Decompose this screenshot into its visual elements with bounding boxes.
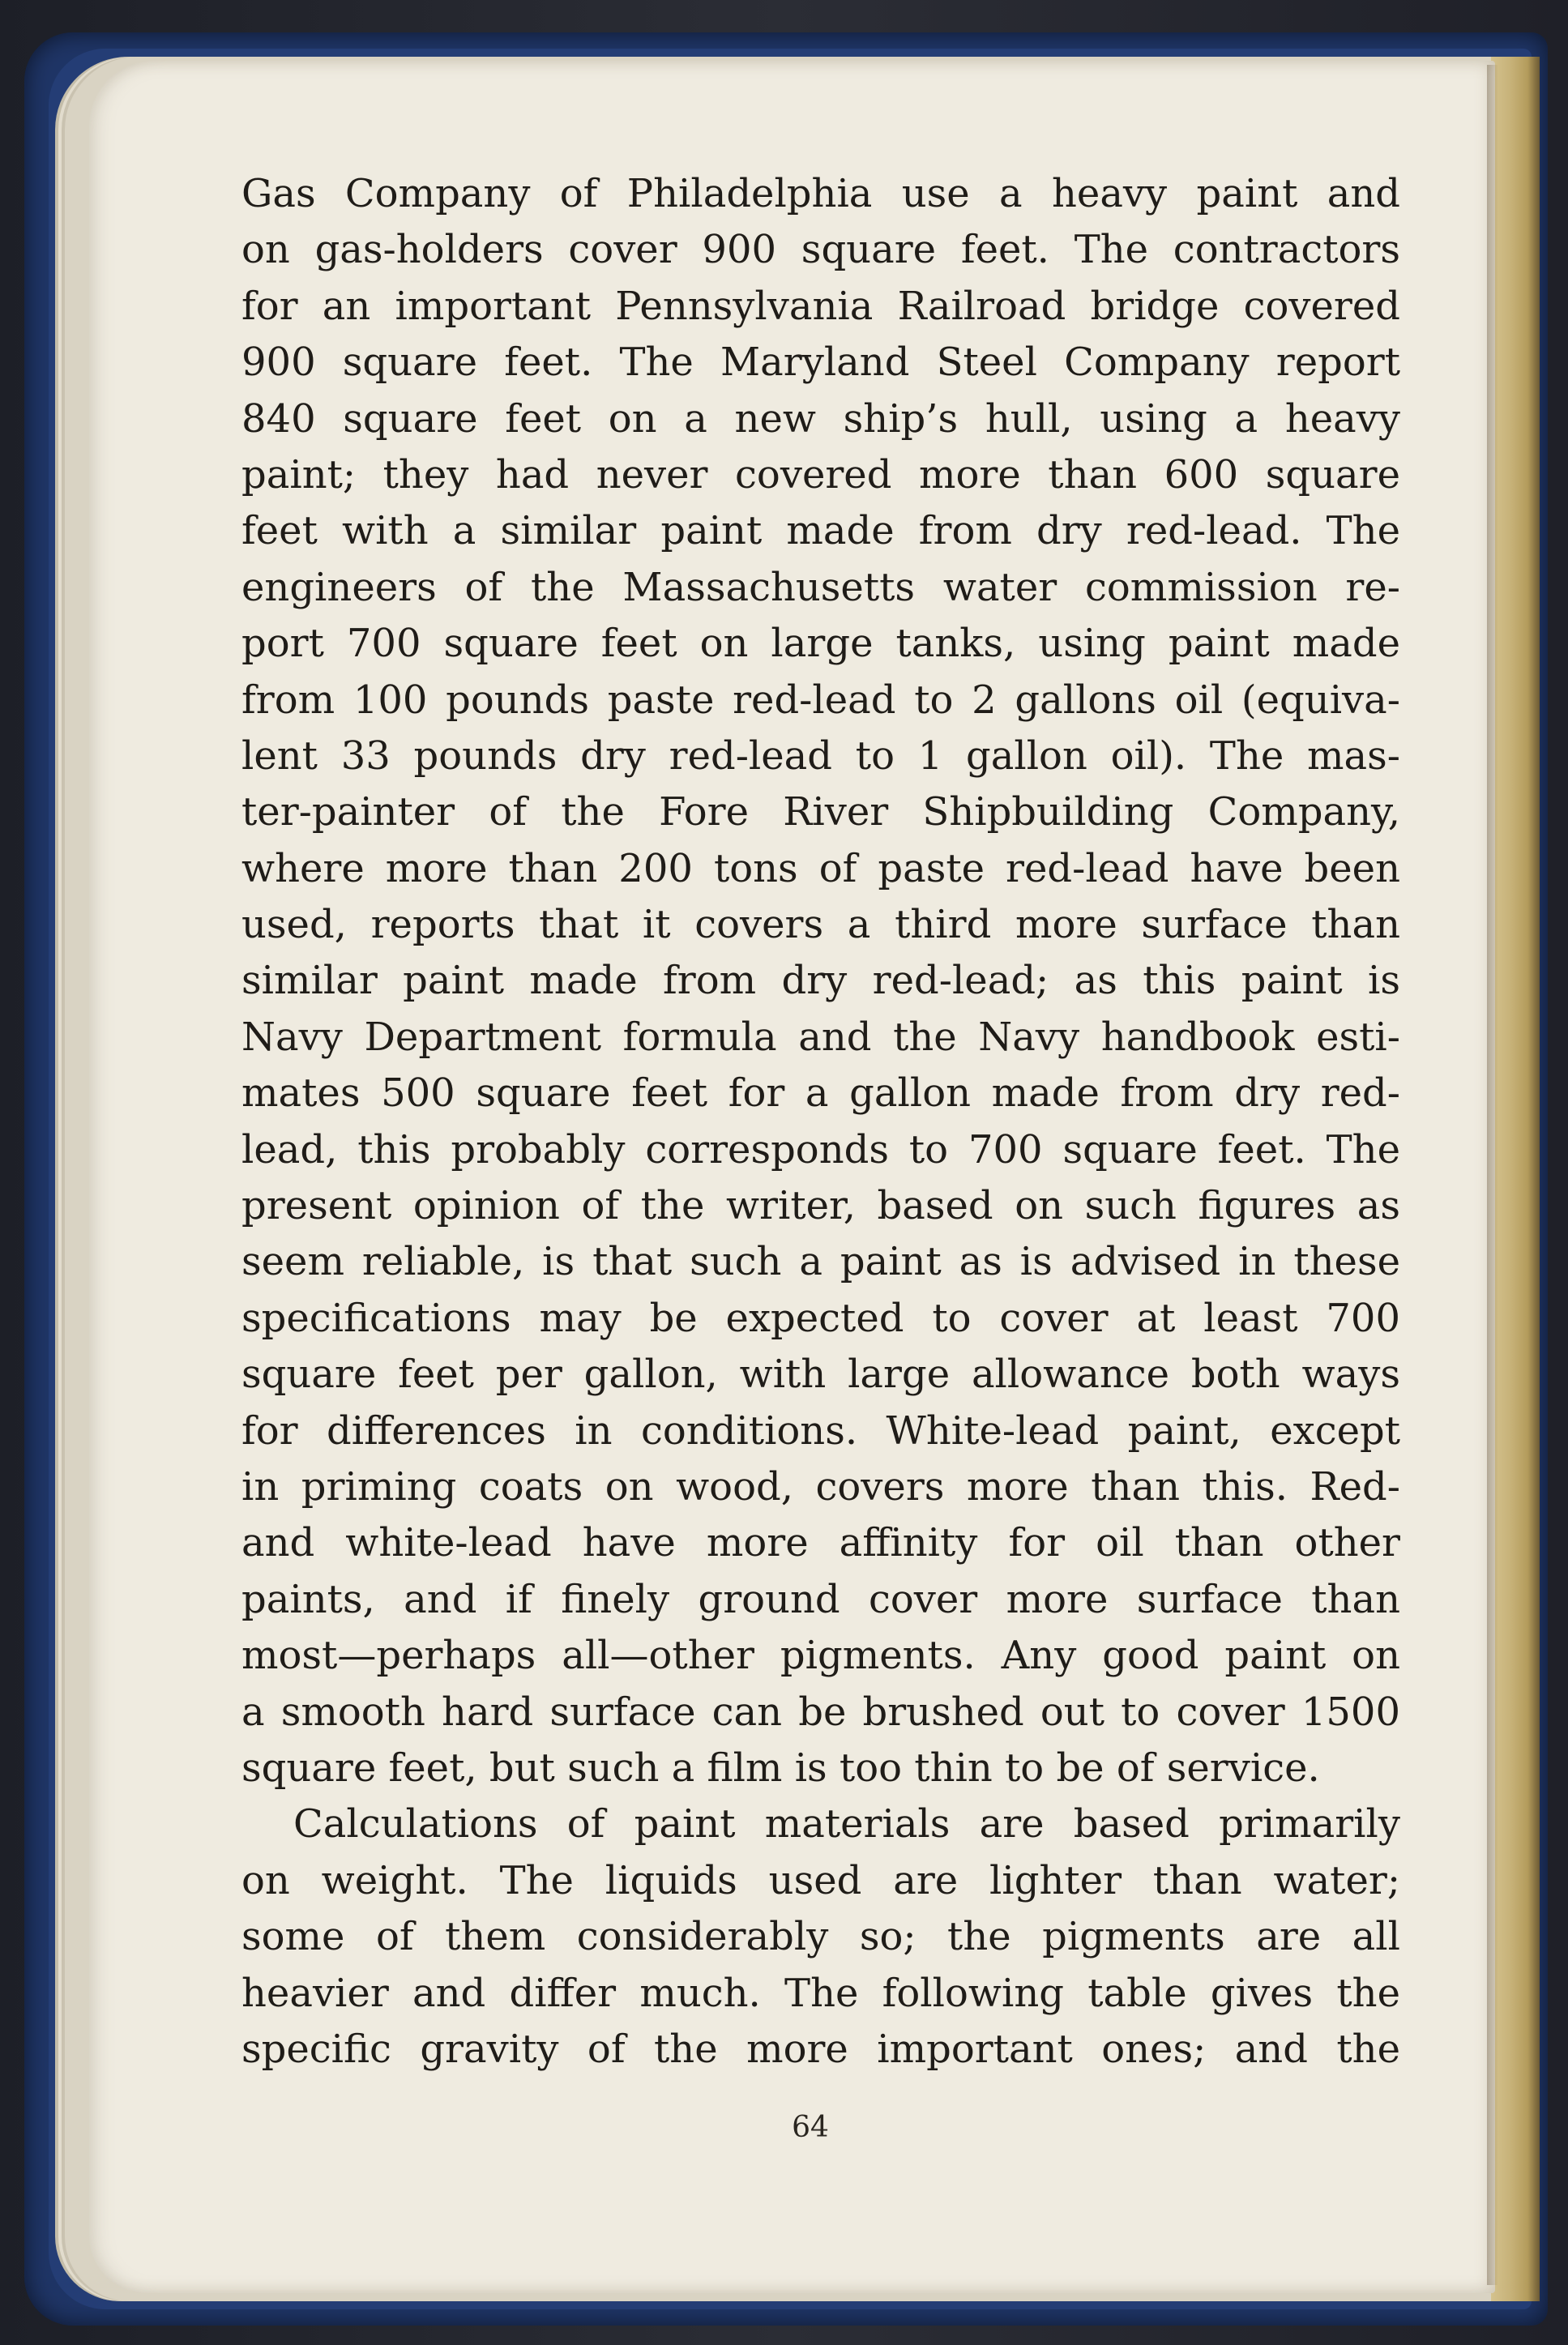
text-line: 900 square feet. The Maryland Steel Company report xyxy=(241,340,1400,386)
text-line: where more than 200 tons of paste red-lead have been xyxy=(241,845,1400,891)
text-line-paragraph-start: Calculations of paint materials are based primarily xyxy=(293,1801,1400,1847)
text-line: specific gravity of the more important ones; and the xyxy=(241,2026,1400,2072)
text-line: ter-painter of the Fore River Shipbuilding Company, xyxy=(241,789,1400,835)
text-line: a smooth hard surface can be brushed out to cover 1500 xyxy=(241,1689,1400,1735)
text-line: most—perhaps all—other pigments. Any good paint on xyxy=(241,1633,1400,1679)
text-line: for an important Pennsylvania Railroad bridge covered xyxy=(241,283,1400,329)
right-page-edges xyxy=(1491,57,1540,2301)
text-line: square feet, but such a film is too thin to be of service. xyxy=(241,1745,1320,1791)
text-line: in priming coats on wood, covers more than this. Red- xyxy=(241,1463,1400,1510)
text-line: engineers of the Massachusetts water commission re- xyxy=(241,564,1400,610)
text-line: specifications may be expected to cover at least 700 xyxy=(241,1295,1400,1341)
text-line: similar paint made from dry red-lead; as this paint is xyxy=(241,958,1400,1004)
page-gutter-shadow xyxy=(1487,65,1498,2285)
text-line: 840 square feet on a new ship’s hull, using a heavy xyxy=(241,395,1400,442)
text-line: some of them considerably so; the pigments are all xyxy=(241,1914,1400,1960)
body-text xyxy=(241,166,1400,2078)
text-line: lent 33 pounds dry red-lead to 1 gallon oil). The mas- xyxy=(241,733,1400,779)
text-line: seem reliable, is that such a paint as is advised in these xyxy=(241,1239,1400,1285)
text-line: present opinion of the writer, based on such figures as xyxy=(241,1183,1400,1229)
text-line: paints, and if finely ground cover more surface than xyxy=(241,1576,1400,1622)
text-line: from 100 pounds paste red-lead to 2 gallons oil (equiva- xyxy=(241,677,1400,723)
text-line: Gas Company of Philadelphia use a heavy paint and xyxy=(241,171,1400,216)
text-line: heavier and differ much. The following table gives the xyxy=(241,1970,1400,2016)
text-line: Navy Department formula and the Navy handbook esti- xyxy=(241,1014,1400,1060)
text-line: lead, this probably corresponds to 700 square feet. The xyxy=(241,1126,1400,1172)
text-line: feet with a similar paint made from dry red-lead. The xyxy=(241,508,1400,554)
text-line: used, reports that it covers a third more surface than xyxy=(241,902,1400,948)
text-line: and white-lead have more affinity for oil than other xyxy=(241,1520,1400,1566)
page-number: 64 xyxy=(792,2111,829,2144)
text-line: square feet per gallon, with large allowance both ways xyxy=(241,1352,1400,1398)
text-line: on weight. The liquids used are lighter than water; xyxy=(241,1857,1400,1903)
text-line: on gas-holders cover 900 square feet. The contractors xyxy=(241,227,1400,273)
text-line: for differences in conditions. White-lead paint, except xyxy=(241,1407,1400,1454)
text-line: mates 500 square feet for a gallon made from dry red- xyxy=(241,1070,1400,1117)
text-line: port 700 square feet on large tanks, using paint made xyxy=(241,621,1400,667)
text-line: paint; they had never covered more than 600 square xyxy=(241,451,1400,498)
